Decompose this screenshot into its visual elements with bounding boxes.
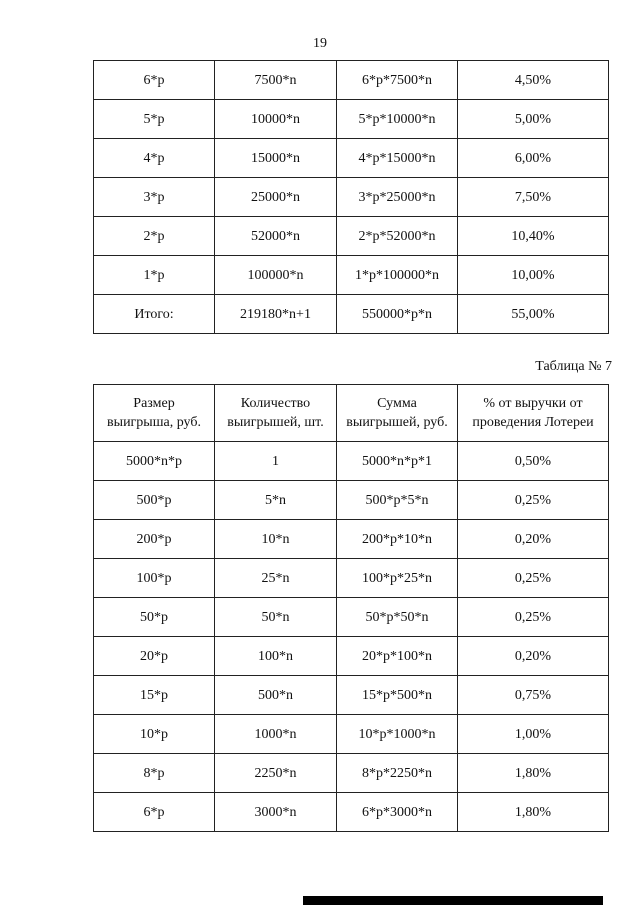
header-line: выигрышей, шт. bbox=[227, 415, 324, 430]
prize-sum-cell: 5000*n*p*1 bbox=[337, 442, 458, 481]
prize-sum-cell: 3*p*25000*n bbox=[337, 178, 458, 217]
prize-sum-cell: 4*p*15000*n bbox=[337, 139, 458, 178]
header-line: Количество bbox=[240, 396, 311, 411]
table-row bbox=[94, 100, 609, 139]
table-row bbox=[94, 598, 609, 637]
revenue-percent-cell: 7,50% bbox=[458, 178, 609, 217]
prize-count-cell: 1 bbox=[215, 442, 337, 481]
header-revenue-percent bbox=[458, 385, 609, 442]
prize-count-cell: 100*n bbox=[215, 637, 337, 676]
prize-size-cell: 5*p bbox=[94, 100, 215, 139]
revenue-percent-cell: 0,25% bbox=[458, 481, 609, 520]
revenue-percent-cell: 6,00% bbox=[458, 139, 609, 178]
prize-count-cell: 5*n bbox=[215, 481, 337, 520]
prize-count-cell: 7500*n bbox=[215, 61, 337, 100]
prize-size-cell: 6*p bbox=[94, 61, 215, 100]
prize-count-cell: 10000*n bbox=[215, 100, 337, 139]
prize-table-7-body bbox=[94, 385, 609, 832]
prize-table-continued bbox=[93, 60, 609, 334]
prize-count-cell: 3000*n bbox=[215, 793, 337, 832]
prize-size-cell: 1*p bbox=[94, 256, 215, 295]
prize-size-cell: 100*p bbox=[94, 559, 215, 598]
prize-sum-cell: 20*p*100*n bbox=[337, 637, 458, 676]
prize-table-7 bbox=[93, 384, 609, 832]
revenue-percent-cell: 0,20% bbox=[458, 520, 609, 559]
revenue-percent-cell: 1,80% bbox=[458, 793, 609, 832]
prize-count-cell: 15000*n bbox=[215, 139, 337, 178]
prize-sum-cell: 2*p*52000*n bbox=[337, 217, 458, 256]
prize-sum-cell: 6*p*3000*n bbox=[337, 793, 458, 832]
revenue-percent-cell: 0,50% bbox=[458, 442, 609, 481]
revenue-percent-cell: 1,80% bbox=[458, 754, 609, 793]
table-header-row bbox=[94, 385, 609, 442]
prize-sum-cell: 50*p*50*n bbox=[337, 598, 458, 637]
header-prize-sum bbox=[337, 385, 458, 442]
prize-size-cell: 3*p bbox=[94, 178, 215, 217]
scan-edge-mark bbox=[303, 896, 603, 905]
prize-size-cell: 50*p bbox=[94, 598, 215, 637]
prize-size-cell: 6*p bbox=[94, 793, 215, 832]
table-row bbox=[94, 61, 609, 100]
header-line: выигрышей, руб. bbox=[346, 415, 448, 430]
table-row bbox=[94, 715, 609, 754]
table-row bbox=[94, 481, 609, 520]
header-line: % от выручки от bbox=[483, 396, 583, 411]
table-row bbox=[94, 676, 609, 715]
table-row bbox=[94, 637, 609, 676]
header-line: Размер bbox=[133, 396, 175, 411]
table-row bbox=[94, 520, 609, 559]
prize-table-continued-body bbox=[94, 61, 609, 334]
prize-count-cell: 52000*n bbox=[215, 217, 337, 256]
table-row bbox=[94, 256, 609, 295]
revenue-percent-cell: 0,20% bbox=[458, 637, 609, 676]
total-sum-cell: 550000*p*n bbox=[337, 295, 458, 334]
prize-count-cell: 10*n bbox=[215, 520, 337, 559]
table-row bbox=[94, 793, 609, 832]
table-row bbox=[94, 139, 609, 178]
prize-sum-cell: 5*p*10000*n bbox=[337, 100, 458, 139]
table-row bbox=[94, 178, 609, 217]
total-label-cell: Итого: bbox=[94, 295, 215, 334]
prize-count-cell: 2250*n bbox=[215, 754, 337, 793]
revenue-percent-cell: 0,75% bbox=[458, 676, 609, 715]
prize-count-cell: 25000*n bbox=[215, 178, 337, 217]
header-prize-count bbox=[215, 385, 337, 442]
revenue-percent-cell: 0,25% bbox=[458, 559, 609, 598]
table-row bbox=[94, 217, 609, 256]
page-number: 19 bbox=[313, 36, 327, 51]
prize-size-cell: 500*p bbox=[94, 481, 215, 520]
revenue-percent-cell: 5,00% bbox=[458, 100, 609, 139]
table-row bbox=[94, 559, 609, 598]
prize-size-cell: 4*p bbox=[94, 139, 215, 178]
prize-count-cell: 1000*n bbox=[215, 715, 337, 754]
prize-count-cell: 500*n bbox=[215, 676, 337, 715]
prize-sum-cell: 15*p*500*n bbox=[337, 676, 458, 715]
prize-sum-cell: 1*p*100000*n bbox=[337, 256, 458, 295]
revenue-percent-cell: 10,00% bbox=[458, 256, 609, 295]
table-7-caption: Таблица № 7 bbox=[535, 359, 612, 374]
prize-count-cell: 100000*n bbox=[215, 256, 337, 295]
prize-count-cell: 50*n bbox=[215, 598, 337, 637]
header-prize-size bbox=[94, 385, 215, 442]
prize-size-cell: 2*p bbox=[94, 217, 215, 256]
prize-size-cell: 8*p bbox=[94, 754, 215, 793]
header-line: выигрыша, руб. bbox=[107, 415, 201, 430]
prize-sum-cell: 10*p*1000*n bbox=[337, 715, 458, 754]
revenue-percent-cell: 1,00% bbox=[458, 715, 609, 754]
total-row bbox=[94, 295, 609, 334]
table-row bbox=[94, 754, 609, 793]
total-count-cell: 219180*n+1 bbox=[215, 295, 337, 334]
prize-sum-cell: 100*p*25*n bbox=[337, 559, 458, 598]
total-percent-cell: 55,00% bbox=[458, 295, 609, 334]
header-line: проведения Лотереи bbox=[472, 415, 594, 430]
table-row bbox=[94, 442, 609, 481]
prize-size-cell: 20*p bbox=[94, 637, 215, 676]
prize-sum-cell: 8*p*2250*n bbox=[337, 754, 458, 793]
prize-size-cell: 10*p bbox=[94, 715, 215, 754]
prize-size-cell: 200*p bbox=[94, 520, 215, 559]
header-line: Сумма bbox=[377, 396, 417, 411]
prize-size-cell: 15*p bbox=[94, 676, 215, 715]
prize-count-cell: 25*n bbox=[215, 559, 337, 598]
prize-size-cell: 5000*n*p bbox=[94, 442, 215, 481]
prize-sum-cell: 200*p*10*n bbox=[337, 520, 458, 559]
prize-sum-cell: 6*p*7500*n bbox=[337, 61, 458, 100]
revenue-percent-cell: 4,50% bbox=[458, 61, 609, 100]
revenue-percent-cell: 10,40% bbox=[458, 217, 609, 256]
revenue-percent-cell: 0,25% bbox=[458, 598, 609, 637]
prize-sum-cell: 500*p*5*n bbox=[337, 481, 458, 520]
